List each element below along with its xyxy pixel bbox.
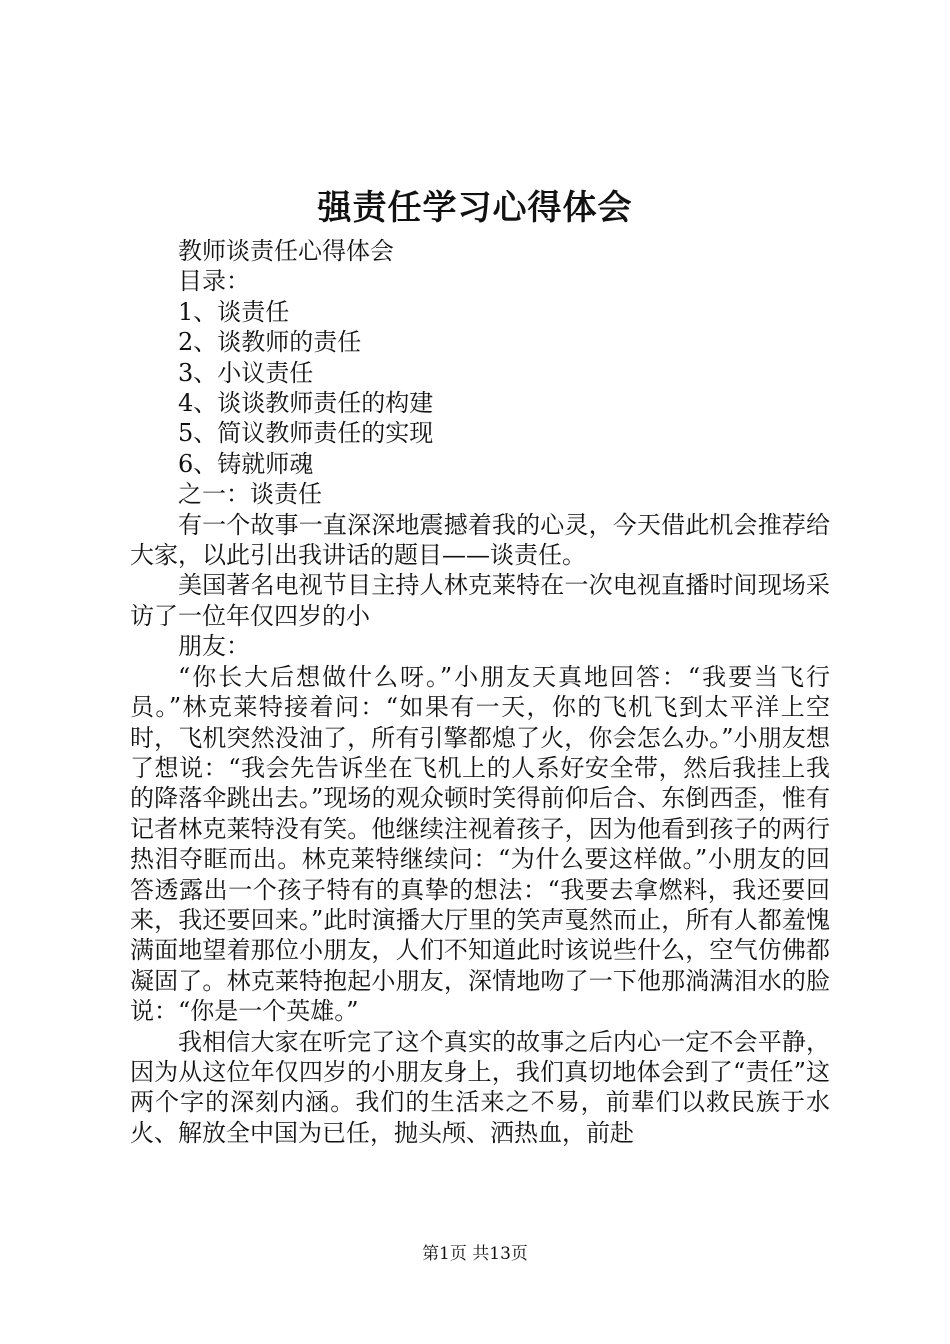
paragraph-toc-item-2: 2、谈教师的责任 [178, 328, 362, 357]
document-title: 强责任学习心得体会 [317, 188, 633, 228]
paragraph-toc-item-4: 4、谈谈教师责任的构建 [178, 389, 434, 418]
paragraph-toc-item-6: 6、铸就师魂 [178, 449, 314, 478]
paragraph-toc-item-1: 1、谈责任 [178, 297, 290, 326]
paragraph-toc-heading: 目录： [178, 267, 250, 296]
paragraph-body-3: 朋友： [178, 632, 250, 661]
page-footer: 第1页 共13页 [422, 1244, 528, 1264]
paragraph-body-5: 我相信大家在听完了这个真实的故事之后内心一定不会平静，因为从这位年仅四岁的小朋友身上，我们真切地体会到了“责任”这两个字的深刻内涵。我们的生活来之不易，前辈们以救民族于水火、解放全中国为已任，抛头颅、洒热血，前赴 [130, 1027, 830, 1147]
paragraph-body-1: 有一个故事一直深深地震撼着我的心灵，今天借此机会推荐给大家，以此引出我讲话的题目——谈责任。 [130, 510, 830, 570]
paragraph-body-4: “你长大后想做什么呀。”小朋友天真地回答：“我要当飞行员。”林克莱特接着问：“如果有一天，你的飞机飞到太平洋上空时，飞机突然没油了，所有引擎都熄了火，你会怎么办。”小朋友想了想说：“我会先告诉坐在飞机上的人系好安全带，然后我挂上我的降落伞跳出去。”现场的观众顿时笑得前仰后合、东倒西歪，惟有记者林克莱特没有笑。他继续注视着孩子，因为他看到孩子的两行热泪夺眶而出。林克莱特继续问：“为什么要这样做。”小朋友的回答透露出一个孩子特有的真挚的想法：“我要去拿燃料，我还要回来，我还要回来。”此时演播大厅里的笑声戛然而止，所有人都羞愧满面地望着那位小朋友，人们不知道此时该说些什么，空气仿佛都凝固了。林克莱特抱起小朋友，深情地吻了一下他那淌满泪水的脸说：“你是一个英雄。” [130, 662, 830, 1026]
paragraph-body-2: 美国著名电视节目主持人林克莱特在一次电视直播时间现场采访了一位年仅四岁的小 [130, 571, 830, 630]
paragraph-toc-item-3: 3、小议责任 [178, 358, 314, 387]
document-body [130, 236, 830, 1148]
paragraph-toc-item-5: 5、简议教师责任的实现 [178, 419, 434, 448]
paragraph-subtitle: 教师谈责任心得体会 [178, 237, 394, 265]
paragraph-section-heading: 之一：谈责任 [178, 480, 322, 509]
